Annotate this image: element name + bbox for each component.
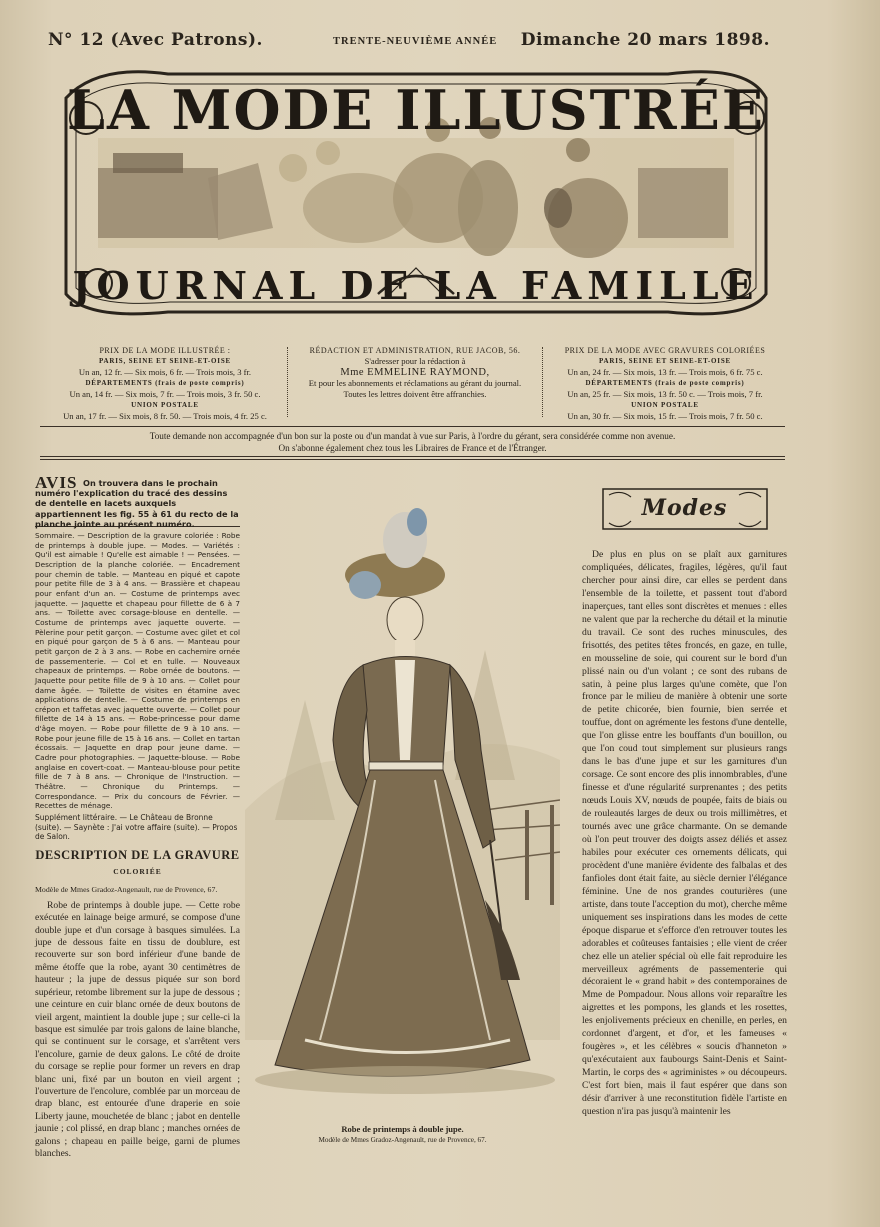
- modes-heading: Modes: [641, 495, 728, 521]
- avis-notice: [35, 473, 240, 529]
- masthead-subtitle: JOURNAL DE LA FAMILLE: [72, 263, 760, 308]
- description-subtitle: COLORIÉE: [113, 867, 162, 877]
- divider: [40, 426, 785, 427]
- right-column: [582, 485, 787, 1119]
- divider: [40, 456, 785, 457]
- subscription-prices-standard: PRIX DE LA MODE ILLUSTRÉE : PARIS, SEINE ET SEINE-ET-OISE Un an, 12 fr. — Six mois, 6 fr. — Trois mois, 3 fr. DÉPARTEMENTS (frais de poste compris) Un an, 14 fr. — Six mois, 7 fr. — Trois mois, 3 fr. 50 c. UNION POSTALE Un an, 17 fr. — Six mois, 8 fr. 50. — Trois mois, 4 fr. 25 c.: [63, 346, 267, 421]
- top-line: [48, 30, 770, 52]
- left-column: [35, 473, 240, 1160]
- table-of-contents: Sommaire. — Description de la gravure coloriée : Robe de printemps à double jupe. — Modes. — Variétés : Qu'il est aimable ! Qu'elle est aimable ! — Pensées. — Description de la planche coloriée. — Encadrement pour chemin de table. — Manteau en piqué et capote pour petite fille de 3 à 4 ans. — Brassière et chapeau pour enfant d'un an. — Costume de printemps avec jaquette. — Jaquette et chapeau pour fillette de 6 à 7 ans. — Toilette avec corsage-blouse en dentelle. — Costume de printemps avec jaquette ouverte. — Pèlerine pour petit garçon. — Costume avec gilet et col en piqué pour garçon de 5 à 6 ans. — Manteau pour petit garçon de 2 à 3 ans. — Robe en cachemire ornée de passementerie. — Col et en tulle. — Nouveaux chapeaux de printemps. — Robe ornée de boutons. — Jaquette pour petite fille de 9 à 10 ans. — Collet pour dame âgée. — Toilette de visites en étamine avec applications de dentelle. — Costume de printemps en crépon et taffetas avec jaquette ouverte. — Collet pour fillette de 14 à 15 ans. — Robe-princesse pour dame d'âge moyen. — Robe pour fillette de 9 à 10 ans. — Robe pour jeune fille de 15 à 16 ans. — Collet en tartan écossais. — Jaquette en drap pour jeune dame. — Cadre pour photographies. — Jaquette-blouse. — Robe anglaise en covert-coat. — Manteau-blouse pour petite fille de 7 à 8 ans. — Chronique de l'Instruction. — Théâtre. — Chronique du Printemps. — Correspondance. — Prix du concours de Février. — Recettes de ménage.: [35, 531, 240, 811]
- avis-word: AVIS: [35, 473, 78, 492]
- modes-article-body: De plus en plus on se plaît aux garnitures compliquées, délicates, fragiles, légères, qu'il faut chercher pour ainsi dire, car elles se perdent dans l'ensemble de la toilette, et passent tout d'abord inaperçues, tant elles sont discrètes et menues : elles ne valent que par la recherche du détail et la minutie du travail. Ce sont des ruches minuscules, des frisottés, des petites têtes froncés, en gaze, en tulle, en mousseline de soie, qui courent sur le bord d'un plissé nain ou d'un volant ; ce sont des rubans de satin, à peine plus larges qu'une comète, que l'on fronce par le milieu de manière à obtenir une sorte de petite chicorée, bien fournie, bien serrée et touffue, dont on agrémente les festons d'une dentelle, que l'on glisse entre les bouffants d'un bouillon, ou que l'on coud tout simplement sur plusieurs rangs dans le bas d'une jupe et sur les garnitures d'un corsage. Ce sont encore des plis innombrables, d'une finesse et d'une régularité surprenantes ; des petits nœuds Louis XV, nœuds de poupée, faits de biais ou de rouleautés larges de deux ou trois millimètres, et tournés avec une grâce charmante. On se demande où l'on peut trouver des doigts assez déliés et assez habiles pour exécuter ces ornements délicats, qui procèdent d'une manière évidente des falbalas et des fanfioles dont était faite, au siècle dernier l'élégance féminine. Une de nos grandes couturières (une artiste, dans toute l'acception du mot), cherche même uniquement ses inspirations dans les modes de cette époque disparue et s'efforce d'en retrouver toutes les adorables et coûteuses fantaisies ; elle vient de créer chez elle un atelier spécial où elle fait reproduire les merveilleux agréments de passementerie qui décoraient le « grand habit » des contemporaines de Mme de Pompadour. Nous allons voir reparaître les aigrettes et les pompons, les glands et les rosettes, les enjolivements précieux en chenille, en perles, en cordonnet d'argent, et d'or, et les fameuses « fougères », et les célèbres « soucis d'hanneton » qu'exécutaient aux faubourgs Saint-Denis et Saint-Martin, le corps des « agriministes » ou découpeurs. C'est fort bien, mais il faut espérer que dans son désir d'arriver à une reconstitution fidèle l'artiste en question n'ira pas jusqu'à maintenir les: [582, 549, 787, 1117]
- year-label: TRENTE-NEUVIÈME ANNÉE: [333, 36, 498, 47]
- issue-date: Dimanche 20 mars 1898.: [520, 30, 770, 50]
- description-title: DESCRIPTION DE LA GRAVURE: [35, 848, 240, 863]
- description-body: Robe de printemps à double jupe. — Cette robe exécutée en lainage beige armuré, se compose d'une double jupe et d'un corsage à basques simulées. La jupe de dessous faite en tissu de doublure, est recouverte sur son bord inférieur d'une bande de même étoffe que la robe, ayant 30 centimètres de hauteur ; la jupe de dessus piquée sur son bord supérieur, retombe librement sur la jupe de dessous ; une ceinture en cuir blanc ornée de deux boutons de vieil argent, maintient la double jupe ; sur celle-ci la basque est simulée par trois galons de laine blanche, qui se continuent sur le corsage, et s'arrêtent vers l'encolure, garnie de deux galons. Le côté de droite du corsage se replie pour former un revers en drap blanc uni, fixé par un bouton en vieil argent ; l'ouverture de l'encolure, comblée par un morceau de drap blanc, est entourée d'une draperie en soie Liberty jaune, mouchetée de blanc ; jabot en dentelle jaunie ; col plissé, en drap blanc ; manches ornées de galons ; chapeau en paille beige, garni de plumes blanches.: [35, 899, 240, 1159]
- subscription-block: [45, 345, 785, 423]
- description-model: Modèle de Mmes Gradoz-Angenault, rue de Provence, 67.: [35, 884, 218, 894]
- masthead: [58, 58, 774, 328]
- masthead-title: LA MODE ILLUSTRÉE: [67, 78, 765, 142]
- fashion-illustration: [245, 480, 560, 1120]
- plate-model-credit: Modèle de Mmes Gradoz-Angenault, rue de Provence, 67.: [318, 1136, 487, 1144]
- subscription-prices-colored: PRIX DE LA MODE AVEC GRAVURES COLORIÉES PARIS, SEINE ET SEINE-ET-OISE Un an, 24 fr. — Six mois, 13 fr. — Trois mois, 6 fr. 75 c. DÉPARTEMENTS (frais de poste compris) Un an, 25 fr. — Six mois, 13 fr. 50 c. — Trois mois, 7 fr. UNION POSTALE Un an, 30 fr. — Six mois, 15 fr. — Trois mois, 7 fr. 50 c.: [564, 346, 766, 421]
- avis-text: On trouvera dans le prochain numéro l'explication du tracé des dessins de dentelle en lacets auxquels appartiennent les fig. 55 à 61 du recto de la planche jointe au présent numéro.: [35, 478, 239, 529]
- divider: [40, 459, 785, 460]
- modes-heading-banner: [601, 485, 769, 533]
- payment-notice: Toute demande non accompagnée d'un bon sur la poste ou d'un mandat à vue sur Paris, à l'ordre du gérant, sera considérée comme non avenue. On s'abonne également chez tous les Libraires de France et de l'Étranger.: [149, 431, 676, 453]
- issue-number: N° 12 (Avec Patrons).: [48, 30, 263, 50]
- literary-supplement: Supplément littéraire. — Le Château de Bronne (suite). — Saynète : J'ai votre affaire (suite). — Propos de Salon.: [35, 813, 238, 842]
- fashion-plate: [245, 480, 560, 1120]
- plate-caption: Robe de printemps à double jupe.: [341, 1124, 464, 1134]
- editorial-address: RÉDACTION ET ADMINISTRATION, RUE JACOB, 56. S'adresser pour la rédaction à Mme EMMELINE RAYMOND, Et pour les abonnements et réclamations au gérant du journal. Toutes les lettres doivent être affranchies.: [308, 346, 522, 399]
